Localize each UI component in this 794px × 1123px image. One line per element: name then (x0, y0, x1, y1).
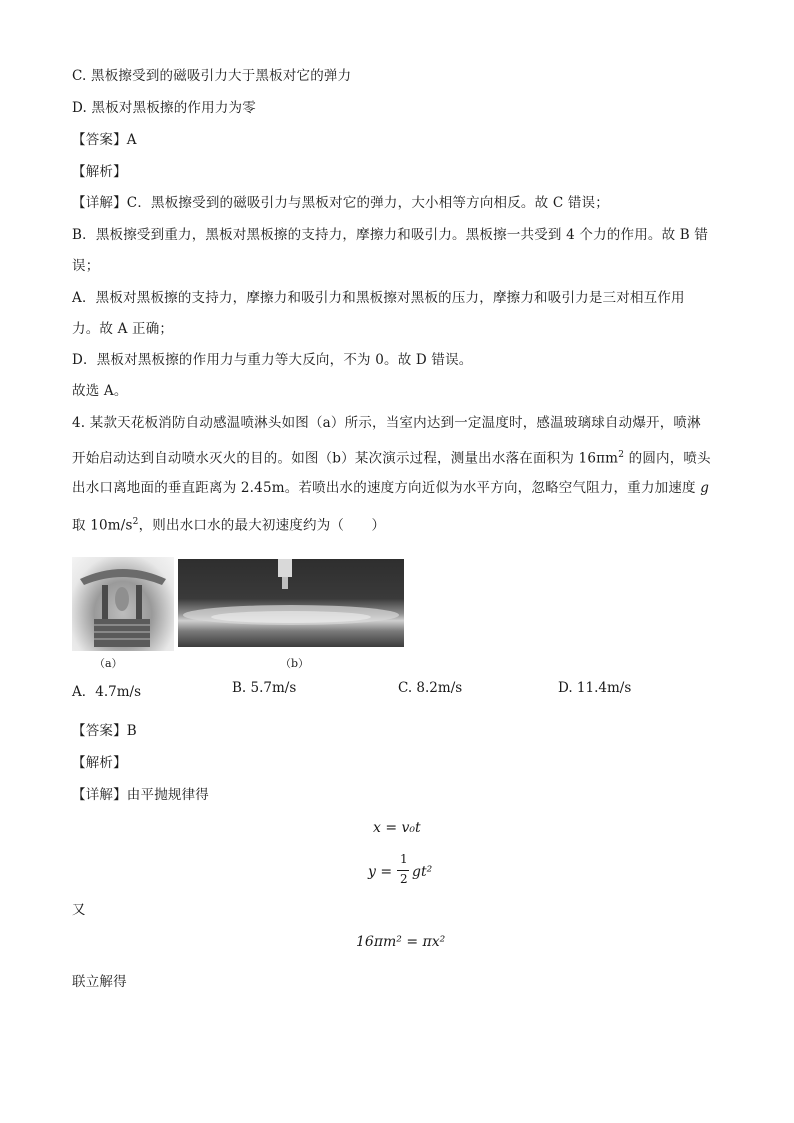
lianli-text: 联立解得 (72, 974, 127, 990)
question-4-line-3: 出水口离地面的垂直距离为 2.45m。若喷出水的速度方向近似为水平方向，忽略空气阻力，重力加速度 g (72, 480, 710, 496)
document-page: C. 黑板擦受到的磁吸引力大于黑板对它的弹力 D. 黑板对黑板擦的作用力为零 【答案】A 【解析】 【详解】C．黑板擦受到的磁吸引力与黑板对它的弹力，大小相等方向相反。故 C 错误； B．黑板擦受到重力，黑板对黑板擦的支持力，摩擦力和吸引力。黑板擦一共受到 4 个力的作用。故 B 错 误； A．黑板对黑板擦的支持力，摩擦力和吸引力和黑板擦对黑板的压力，摩擦力和吸引力是三对相互作用 力。故 A 正确； D．黑板对黑板擦的作用力与重力等大反向，不为 0。故 D 错误。 故选 A。 4. 某款天花板消防自动感温喷淋头如图（a）所示，当室内达到一定温度时，感温玻璃球自动爆开，喷淋 开始启动达到自动喷水灭火的目的。如图（b）某次演示过程，测量出水落在面积为 $16\pi m^2$ 的圆内，喷头 出水口离地面的垂直距离为 2.45m。若喷出水的速度方向近似为水平方向，忽略空气阻力，重力加速度 g 取 $10m/s^2$，则出水口水的最大初速度约为（ ） （a） （b） A．4.7m/s B. 5.7m/s C. 8.2m/s D. 11.4m/s 【答案】B 【解析】 【详解】由平抛规律得 x = v₀t y = 1 2 gt² 又 16πm² = πx² 联立解得 (72, 68, 711, 990)
conclusion-line: 故选 A。 (72, 383, 128, 399)
option-c: C. 8.2m/s (398, 680, 463, 696)
detail-line-1: 【详解】C．黑板擦受到的磁吸引力与黑板对它的弹力，大小相等方向相反。故 C 错误； (72, 195, 609, 211)
formula-area: 16πm² = πx² (356, 934, 446, 950)
detail-line-4: A．黑板对黑板擦的支持力，摩擦力和吸引力和黑板擦对黑板的压力，摩擦力和吸引力是三对相互作用 (72, 290, 685, 306)
sprinkler-head-photo (72, 557, 174, 651)
option-a: A．4.7m/s (72, 684, 141, 700)
question-4-line-1: 4. 某款天花板消防自动感温喷淋头如图（a）所示，当室内达到一定温度时，感温玻璃球自动爆开，喷淋 (72, 415, 701, 431)
option-c-text: C. 黑板擦受到的磁吸引力大于黑板对它的弹力 (72, 68, 352, 84)
detail-line-6: D．黑板对黑板擦的作用力与重力等大反向，不为 0。故 D 错误。 (72, 352, 473, 368)
water-spray-photo (178, 559, 404, 647)
detail-2-line: 【详解】由平抛规律得 (72, 787, 209, 803)
caption-a: （a） (94, 657, 123, 670)
detail-line-5: 力。故 A 正确； (72, 321, 174, 337)
caption-b: （b） (280, 657, 310, 670)
question-4-line-4: 取 $10m/s^2$，则出水口水的最大初速度约为（ ） (72, 517, 386, 534)
option-d: D. 11.4m/s (558, 680, 632, 696)
detail-line-2: B．黑板擦受到重力，黑板对黑板擦的支持力，摩擦力和吸引力。黑板擦一共受到 4 个力的作用。故 B 错 (72, 227, 709, 243)
sprinkler-figure (72, 555, 404, 671)
formula-x: x = v₀t (373, 820, 421, 836)
option-d-text: D. 黑板对黑板擦的作用力为零 (72, 100, 256, 116)
option-b: B. 5.7m/s (232, 680, 297, 696)
answer-2-label: 【答案】B (72, 723, 137, 739)
you-text: 又 (72, 902, 86, 918)
answer-label: 【答案】A (72, 132, 137, 148)
question-4-line-2: 开始启动达到自动喷水灭火的目的。如图（b）某次演示过程，测量出水落在面积为 $16\pi m^2$ 的圆内，喷头 (72, 450, 711, 467)
analysis-2-label: 【解析】 (72, 755, 127, 771)
analysis-label: 【解析】 (72, 164, 127, 180)
fraction-bar (397, 870, 409, 871)
detail-line-3: 误； (72, 258, 100, 274)
